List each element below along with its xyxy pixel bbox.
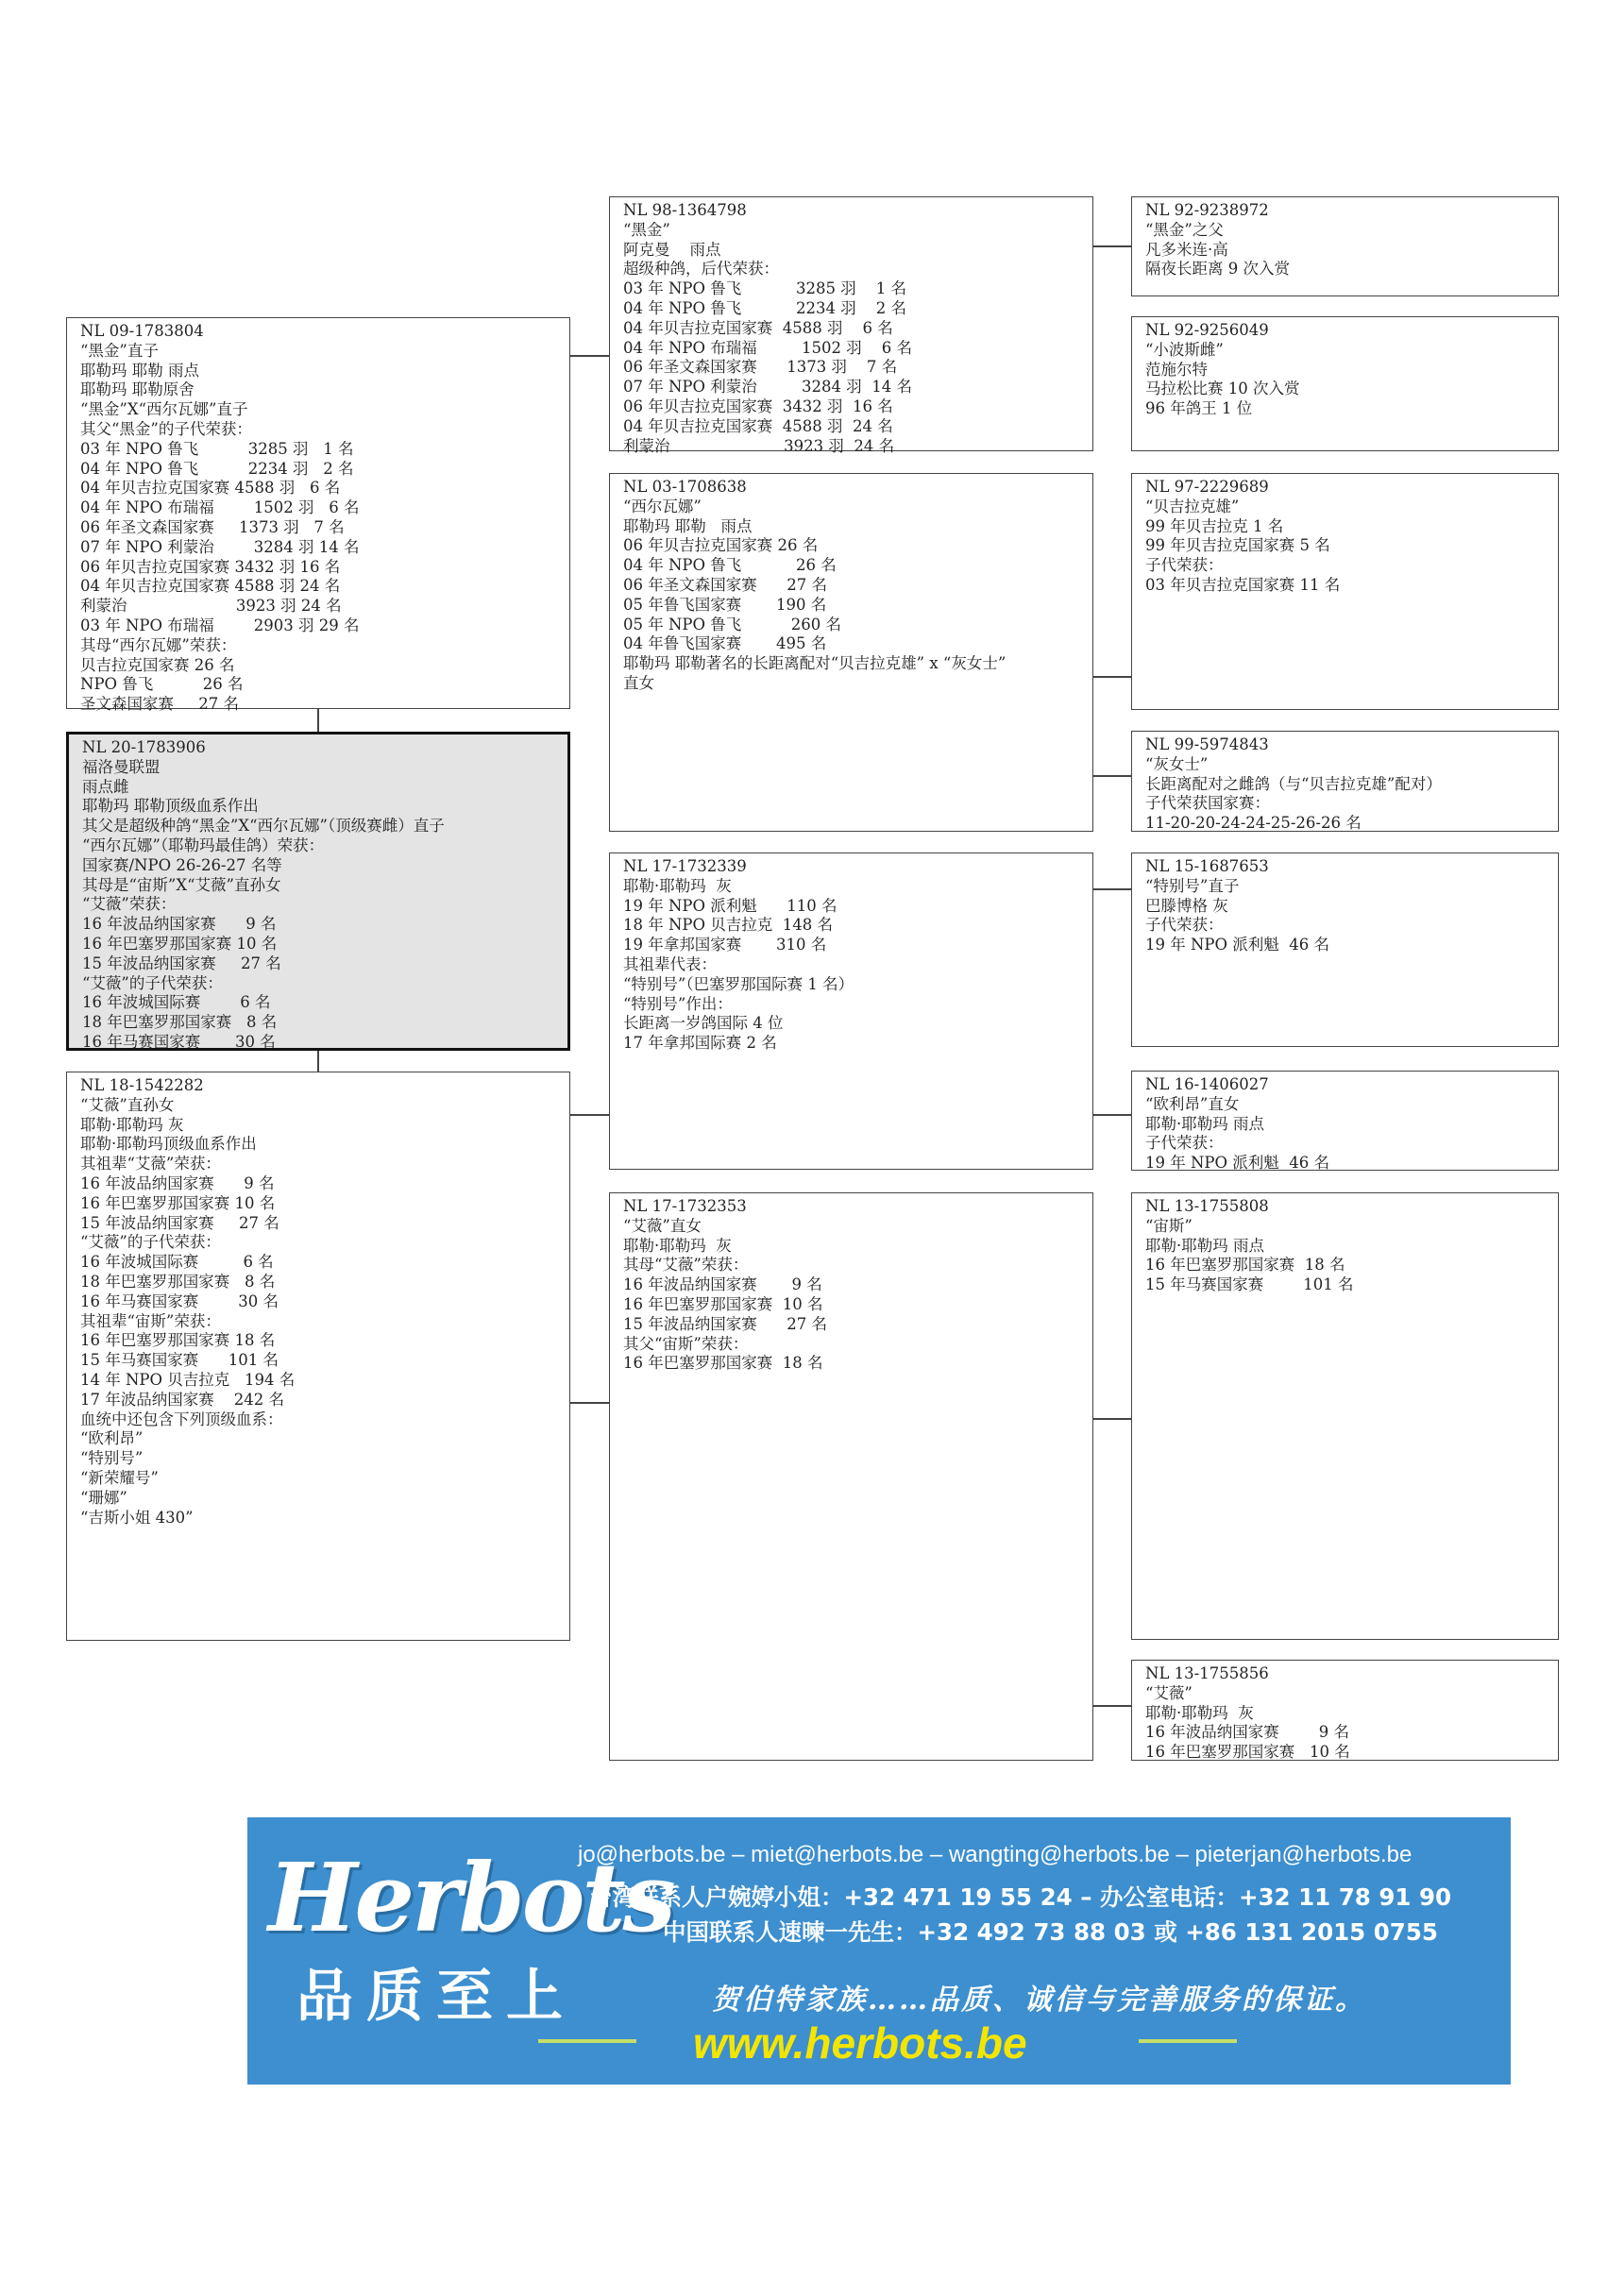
pedigree-line: 99 年贝吉拉克国家赛 5 名 xyxy=(1145,536,1330,555)
pedigree-line: 耶勒玛 耶勒 雨点 xyxy=(623,516,753,535)
pedigree-line: 贝吉拉克国家赛 26 名 xyxy=(80,655,235,674)
pedigree-line: 06 年圣文森国家赛 1373 羽 7 名 xyxy=(80,517,345,536)
pedigree-line: “黑金”直子 xyxy=(80,341,159,360)
sire-card xyxy=(66,317,570,714)
pedigree-line: 隔夜长距离 9 次入赏 xyxy=(1145,260,1290,279)
pedigree-line: 07 年 NPO 利蒙治 3284 羽 14 名 xyxy=(623,378,912,397)
pedigree-line: 06 年圣文森国家赛 27 名 xyxy=(623,575,827,594)
pedigree-line: 长距离配对之雌鸽（与“贝吉拉克雄”配对） xyxy=(1145,774,1442,793)
connector-line xyxy=(1093,245,1131,247)
pedigree-line: 子代荣获国家赛： xyxy=(1145,794,1270,813)
dam-dam-card xyxy=(609,1192,1093,1761)
ring-number: NL 97-2229689 xyxy=(1145,478,1269,496)
quality-promise: 贺伯特家族……品质、诚信与完善服务的保证。 xyxy=(712,1984,1366,2017)
pedigree-line: “珊娜” xyxy=(80,1488,127,1507)
pedigree-line: “灰女士” xyxy=(1145,754,1209,773)
pedigree-line: 子代荣获： xyxy=(1145,916,1224,935)
pedigree-line: “特别号”作出： xyxy=(623,994,733,1013)
pedigree-line: 耶勒·耶勒玛 雨点 xyxy=(1145,1114,1264,1133)
china-contact: 中国联系人速暕一先生：+32 492 73 88 03 或 +86 131 2015 0755 xyxy=(663,1918,1438,1946)
pedigree-line: 16 年波城国际赛 6 名 xyxy=(82,993,271,1012)
pedigree-line: “欧利昂”直女 xyxy=(1145,1094,1240,1113)
dam-card xyxy=(66,1072,570,1641)
pedigree-line: 耶勒玛 耶勒顶级血系作出 xyxy=(82,797,259,816)
pedigree-line: 19 年 NPO 派利魁 110 名 xyxy=(623,896,837,915)
pedigree-line: 耶勒·耶勒玛 雨点 xyxy=(1145,1236,1264,1255)
pedigree-line: 子代荣获： xyxy=(1145,556,1224,575)
pedigree-line: 03 年 NPO 鲁飞 3285 羽 1 名 xyxy=(80,439,354,458)
pedigree-line: 16 年巴塞罗那国家赛 10 名 xyxy=(82,934,278,953)
connector-line xyxy=(1093,1705,1131,1707)
pedigree-line: 雨点雌 xyxy=(82,777,129,796)
pedigree-line: 04 年 NPO 鲁飞 2234 羽 2 名 xyxy=(80,459,354,478)
pedigree-line: 国家赛/NPO 26-26-27 名等 xyxy=(82,855,282,874)
pedigree-line: “贝吉拉克雄” xyxy=(1145,497,1240,515)
pedigree-line: “黑金”之父 xyxy=(1145,220,1224,239)
pedigree-line: 06 年贝吉拉克国家赛 3432 羽 16 名 xyxy=(80,557,341,576)
pedigree-line: 耶勒·耶勒玛顶级血系作出 xyxy=(80,1135,257,1154)
pedigree-line: “特别号”直子 xyxy=(1145,876,1240,895)
website-link[interactable]: www.herbots.be xyxy=(693,2018,1027,2068)
pedigree-line: 其母“西尔瓦娜”荣获： xyxy=(80,635,237,654)
sire-sire-card xyxy=(609,196,1093,455)
dss-card xyxy=(1131,853,1559,1047)
pedigree-line: 16 年巴塞罗那国家赛 10 名 xyxy=(1145,1743,1350,1762)
tagline: 品质至上 xyxy=(296,1964,576,2030)
pedigree-line: “艾薇”的子代荣获： xyxy=(80,1233,221,1252)
connector-line xyxy=(570,1402,609,1404)
pedigree-line: 其父是超级种鸽“黑金”X“西尔瓦娜”（顶级赛雌）直子 xyxy=(82,817,445,836)
pedigree-line: 16 年巴塞罗那国家赛 18 名 xyxy=(80,1331,276,1350)
pedigree-line: 其祖辈“宙斯”荣获： xyxy=(80,1311,221,1330)
pedigree-line: “欧利昂” xyxy=(80,1429,144,1448)
pedigree-line: “艾薇”直孙女 xyxy=(80,1095,175,1114)
sss-card xyxy=(1131,196,1559,296)
pedigree-line: 巴滕博格 灰 xyxy=(1145,896,1228,915)
pedigree-line: 04 年贝吉拉克国家赛 4588 羽 6 名 xyxy=(623,318,893,337)
pedigree-line: “宙斯” xyxy=(1145,1216,1193,1235)
pedigree-line: 16 年波品纳国家赛 9 名 xyxy=(82,915,277,934)
pedigree-line: 16 年巴塞罗那国家赛 18 名 xyxy=(623,1354,823,1373)
pedigree-line: 利蒙治 3923 羽 24 名 xyxy=(80,597,342,616)
connector-line xyxy=(570,355,609,357)
pedigree-line: 17 年波品纳国家赛 242 名 xyxy=(80,1390,284,1409)
pedigree-line: 16 年巴塞罗那国家赛 10 名 xyxy=(80,1193,276,1212)
connector-line xyxy=(1093,676,1131,678)
ring-number: NL 15-1687653 xyxy=(1145,857,1269,875)
ring-number: NL 99-5974843 xyxy=(1145,735,1269,753)
connector-line xyxy=(317,1051,319,1072)
pedigree-line: 16 年波品纳国家赛 9 名 xyxy=(80,1173,275,1192)
pedigree-line: 04 年 NPO 布瑞福 1502 羽 6 名 xyxy=(80,498,360,517)
ring-number: NL 09-1783804 xyxy=(80,322,204,340)
dds-card xyxy=(1131,1192,1559,1640)
pedigree-line: “西尔瓦娜”（耶勒玛最佳鸽）荣获： xyxy=(82,836,325,854)
pedigree-line: 福洛曼联盟 xyxy=(82,757,161,776)
pedigree-line: 耶勒玛 耶勒 雨点 xyxy=(80,361,199,380)
pedigree-line: “艾薇” xyxy=(1145,1683,1193,1702)
subject-card xyxy=(66,732,570,1051)
herbots-banner xyxy=(247,1817,1511,2085)
pedigree-line: 16 年波品纳国家赛 9 名 xyxy=(623,1275,822,1294)
divider-rule xyxy=(538,2039,636,2043)
pedigree-line: 04 年 NPO 鲁飞 2234 羽 2 名 xyxy=(623,298,906,317)
sdd-card xyxy=(1131,731,1559,832)
email-list[interactable]: jo@herbots.be – miet@herbots.be – wangting@herbots.be – pieterjan@herbots.be xyxy=(578,1842,1413,1867)
pedigree-line: 06 年贝吉拉克国家赛 3432 羽 16 名 xyxy=(623,397,893,415)
pedigree-line: 阿克曼 雨点 xyxy=(623,240,721,259)
pedigree-line: 其父“黑金”的子代荣获： xyxy=(80,419,252,438)
pedigree-line: 其母“艾薇”荣获： xyxy=(623,1256,749,1275)
pedigree-line: 19 年拿邦国家赛 310 名 xyxy=(623,936,827,954)
ring-number: NL 03-1708638 xyxy=(623,478,747,496)
pedigree-line: 耶勒玛 耶勒原舍 xyxy=(80,380,195,399)
pedigree-line: 长距离一岁鸽国际 4 位 xyxy=(623,1014,784,1033)
pedigree-line: 99 年贝吉拉克 1 名 xyxy=(1145,516,1284,535)
pedigree-line: 利蒙治 3923 羽 24 名 xyxy=(623,436,895,455)
ring-number: NL 17-1732339 xyxy=(623,857,747,875)
pedigree-line: 96 年鸽王 1 位 xyxy=(1145,399,1253,418)
pedigree-line: 04 年 NPO 鲁飞 26 名 xyxy=(623,556,837,575)
pedigree-line: “吉斯小姐 430” xyxy=(80,1508,194,1527)
pedigree-line: 04 年 NPO 布瑞福 1502 羽 6 名 xyxy=(623,338,912,357)
ddd-card xyxy=(1131,1660,1559,1761)
pedigree-line: 17 年拿邦国际赛 2 名 xyxy=(623,1034,777,1053)
pedigree-line: 15 年波品纳国家赛 27 名 xyxy=(80,1213,279,1232)
pedigree-line: 耶勒·耶勒玛 灰 xyxy=(623,876,732,895)
pedigree-line: 04 年贝吉拉克国家赛 4588 羽 24 名 xyxy=(623,416,893,435)
pedigree-line: “黑金” xyxy=(623,220,670,239)
connector-line xyxy=(1093,888,1131,890)
ssd-card xyxy=(1131,316,1559,451)
pedigree-line: 19 年 NPO 派利魁 46 名 xyxy=(1145,936,1330,954)
connector-line xyxy=(1093,1114,1131,1116)
pedigree-line: 16 年巴塞罗那国家赛 18 名 xyxy=(1145,1256,1345,1275)
pedigree-line: 16 年马赛国家赛 30 名 xyxy=(80,1292,279,1310)
pedigree-line: “黑金”X“西尔瓦娜”直子 xyxy=(80,400,248,419)
pedigree-line: “艾薇”荣获： xyxy=(82,895,177,914)
pedigree-line: 超级种鸽，后代荣获： xyxy=(623,260,779,279)
ring-number: NL 18-1542282 xyxy=(80,1076,204,1094)
pedigree-line: 07 年 NPO 利蒙治 3284 羽 14 名 xyxy=(80,537,360,556)
pedigree-line: 15 年波品纳国家赛 27 名 xyxy=(623,1314,827,1333)
pedigree-line: 03 年 NPO 布瑞福 2903 羽 29 名 xyxy=(80,616,360,634)
pedigree-line: 11-20-20-24-24-25-26-26 名 xyxy=(1145,814,1362,833)
pedigree-line: 04 年鲁飞国家赛 495 名 xyxy=(623,634,827,653)
pedigree-line: 18 年巴塞罗那国家赛 8 名 xyxy=(80,1272,276,1291)
pedigree-line: 16 年马赛国家赛 30 名 xyxy=(82,1032,276,1051)
pedigree-line: 06 年贝吉拉克国家赛 26 名 xyxy=(623,536,819,555)
sds-card xyxy=(1131,473,1559,710)
ring-number: NL 98-1364798 xyxy=(623,201,747,219)
pedigree-line: 其母是“宙斯”X“艾薇”直孙女 xyxy=(82,875,281,894)
pedigree-line: 其祖辈代表： xyxy=(623,954,717,973)
connector-line xyxy=(1093,1418,1131,1420)
connector-line xyxy=(317,709,319,732)
divider-rule xyxy=(1139,2039,1237,2043)
pedigree-line: 耶勒·耶勒玛 灰 xyxy=(623,1236,732,1255)
dsd-card xyxy=(1131,1071,1559,1171)
pedigree-line: 16 年巴塞罗那国家赛 10 名 xyxy=(623,1294,823,1313)
pedigree-line: “特别号” xyxy=(80,1449,144,1468)
pedigree-line: “小波斯雌” xyxy=(1145,340,1224,359)
ring-number: NL 16-1406027 xyxy=(1145,1075,1269,1093)
pedigree-line: 06 年圣文森国家赛 1373 羽 7 名 xyxy=(623,358,898,377)
dam-sire-card xyxy=(609,853,1093,1170)
pedigree-line: “西尔瓦娜” xyxy=(623,497,702,515)
pedigree-line: 15 年波品纳国家赛 27 名 xyxy=(82,954,281,972)
pedigree-line: 15 年马赛国家赛 101 名 xyxy=(1145,1275,1354,1294)
herbots-logo: Herbots xyxy=(268,1842,673,1953)
ring-number: NL 20-1783906 xyxy=(82,738,206,756)
ring-number: NL 92-9238972 xyxy=(1145,201,1269,219)
connector-line xyxy=(570,1114,609,1116)
ring-number: NL 17-1732353 xyxy=(623,1197,747,1215)
pedigree-line: “新荣耀号” xyxy=(80,1468,159,1487)
pedigree-line: “特别号”（巴塞罗那国际赛 1 名） xyxy=(623,974,854,993)
pedigree-line: 04 年贝吉拉克国家赛 4588 羽 6 名 xyxy=(80,479,341,498)
pedigree-line: 14 年 NPO 贝吉拉克 194 名 xyxy=(80,1370,296,1389)
pedigree-line: 03 年 NPO 鲁飞 3285 羽 1 名 xyxy=(623,279,906,298)
pedigree-line: 03 年贝吉拉克国家赛 11 名 xyxy=(1145,575,1341,594)
pedigree-line: 马拉松比赛 10 次入赏 xyxy=(1145,380,1300,398)
pedigree-line: 耶勒·耶勒玛 灰 xyxy=(1145,1703,1254,1722)
ring-number: NL 13-1755856 xyxy=(1145,1664,1269,1682)
pedigree-line: 15 年马赛国家赛 101 名 xyxy=(80,1351,279,1370)
ring-number: NL 92-9256049 xyxy=(1145,321,1269,339)
sire-dam-card xyxy=(609,473,1093,832)
pedigree-line: 凡多米连·高 xyxy=(1145,240,1228,259)
pedigree-line: 直女 xyxy=(623,673,654,692)
pedigree-line: 16 年波城国际赛 6 名 xyxy=(80,1253,274,1272)
pedigree-line: 耶勒·耶勒玛 灰 xyxy=(80,1115,184,1134)
pedigree-line: 子代荣获： xyxy=(1145,1134,1224,1153)
pedigree-line: 18 年 NPO 贝吉拉克 148 名 xyxy=(623,916,834,935)
pedigree-line: 16 年波品纳国家赛 9 名 xyxy=(1145,1723,1349,1742)
pedigree-line: 05 年 NPO 鲁飞 260 名 xyxy=(623,615,841,633)
pedigree-line: 其祖辈“艾薇”荣获： xyxy=(80,1155,221,1173)
pedigree-line: 18 年巴塞罗那国家赛 8 名 xyxy=(82,1013,278,1032)
pedigree-line: 血统中还包含下列顶级血系： xyxy=(80,1410,283,1428)
pedigree-line: “艾薇”的子代荣获： xyxy=(82,973,223,992)
connector-line xyxy=(1093,775,1131,777)
pedigree-line: 耶勒玛 耶勒著名的长距离配对“贝吉拉克雄” x “灰女士” xyxy=(623,654,1007,673)
pedigree-line: 19 年 NPO 派利魁 46 名 xyxy=(1145,1154,1330,1173)
pedigree-line: NPO 鲁飞 26 名 xyxy=(80,675,244,694)
taiwan-contact: 台湾联系人户婉婷小姐：+32 471 19 55 24 – 办公室电话：+32 11 78 91 90 xyxy=(589,1883,1452,1911)
pedigree-line: 其父“宙斯”荣获： xyxy=(623,1334,749,1353)
pedigree-line: 05 年鲁飞国家赛 190 名 xyxy=(623,595,827,614)
pedigree-line: 圣文森国家赛 27 名 xyxy=(80,695,239,714)
pedigree-line: 04 年贝吉拉克国家赛 4588 羽 24 名 xyxy=(80,577,341,596)
pedigree-line: “艾薇”直女 xyxy=(623,1216,702,1235)
ring-number: NL 13-1755808 xyxy=(1145,1197,1269,1215)
pedigree-line: 范施尔特 xyxy=(1145,360,1208,379)
